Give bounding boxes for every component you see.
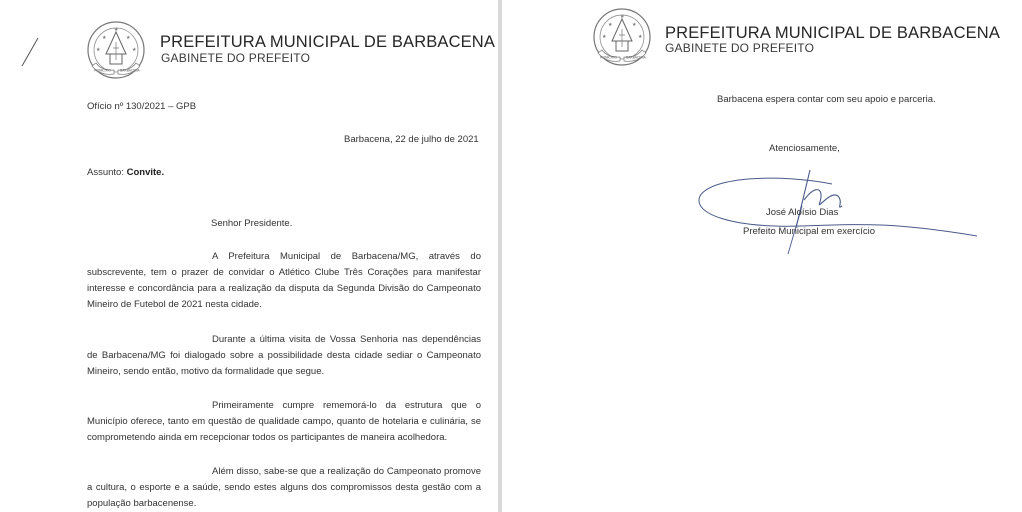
- svg-text:★: ★: [96, 47, 101, 53]
- svg-text:★: ★: [114, 27, 119, 33]
- office-number: Ofício nº 130/2021 – GPB: [87, 101, 197, 112]
- paragraph-visit: Durante a última visita de Vossa Senhoria nas dependências de Barbacena/MG foi dialogado sobre a possibilidade desta cidade sediar o Campeonato Mineiro, sendo então, motivo da formalidade que segue.: [87, 334, 481, 377]
- seal-inscription-right: BARBACENA: [120, 68, 140, 73]
- svg-text:★: ★: [126, 35, 131, 41]
- document-page-2: [502, 0, 1022, 512]
- svg-text:★: ★: [602, 34, 607, 40]
- seal-inscription-right: BARBACENA: [626, 55, 646, 60]
- paragraph-invitation: A Prefeitura Municipal de Barbacena/MG, através do subscrevente, tem o prazer de convidar o Atlético Clube Três Corações para manifestar interesse e concordância para a realização da disputa da Segunda Divisão do Campeonato Mineiro de Futebol de 2021 nesta cidade.: [87, 251, 481, 310]
- paragraph-structure: Primeiramente cumpre rememorá-lo da estrutura que o Município oferece, tanto em questão de qualidade campo, quanto de hotelaria e culinária, se comprometendo ainda em recepcionar todos os participantes de maneira acolhedora.: [87, 400, 481, 443]
- municipal-seal-icon: [592, 7, 652, 67]
- svg-text:★: ★: [632, 22, 637, 28]
- subject-line: [87, 167, 164, 178]
- document-page-1: [0, 0, 498, 512]
- svg-text:★: ★: [620, 14, 625, 20]
- svg-text:★: ★: [638, 34, 643, 40]
- municipal-seal-icon: [86, 20, 146, 80]
- signer-name: José Aloísio Dias: [766, 207, 839, 218]
- org-subtitle: GABINETE DO PREFEITO: [665, 41, 815, 55]
- closing-line: Barbacena espera contar com seu apoio e parceria.: [717, 94, 936, 105]
- date-line: Barbacena, 22 de julho de 2021: [344, 134, 479, 145]
- subject-label: Assunto:: [87, 167, 124, 178]
- signer-title: Prefeito Municipal em exercício: [743, 226, 875, 237]
- seal-inscription-left: MUNICÍPIO: [600, 55, 617, 60]
- seal-inscription-left: MUNICÍPIO: [94, 68, 111, 73]
- salutation: Senhor Presidente.: [211, 218, 293, 229]
- paragraph-culture: Além disso, sabe-se que a realização do Campeonato promove a cultura, o esporte e a saúde, sendo estes alguns dos compromissos desta gestão com a população barbacenense.: [87, 466, 481, 509]
- org-name: PREFEITURA MUNICIPAL DE BARBACENA: [160, 33, 496, 51]
- scan-mark: [18, 36, 42, 70]
- svg-text:★: ★: [608, 22, 613, 28]
- svg-text:★: ★: [102, 35, 107, 41]
- org-name: PREFEITURA MUNICIPAL DE BARBACENA: [665, 24, 1001, 42]
- svg-text:★: ★: [132, 47, 137, 53]
- sign-off: Atenciosamente,: [769, 143, 840, 154]
- org-subtitle: GABINETE DO PREFEITO: [161, 51, 311, 65]
- subject-value: Convite.: [126, 167, 165, 178]
